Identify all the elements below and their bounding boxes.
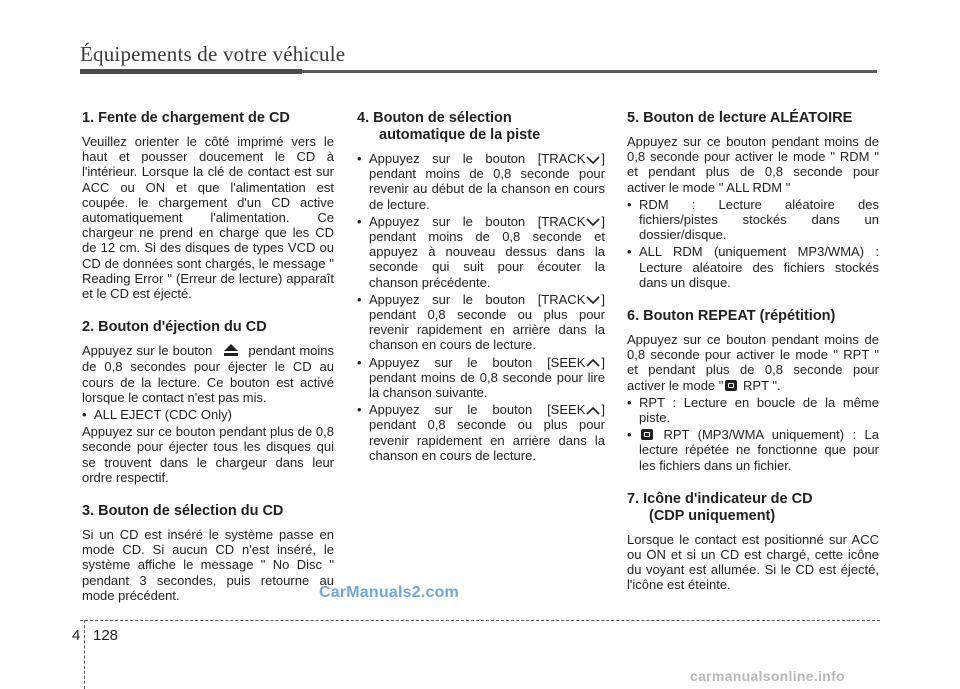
section-2-title: 2. Bouton d'éjection du CD xyxy=(82,319,267,336)
folder-repeat-icon xyxy=(725,380,737,391)
section-4-title: 4. Bouton de sélection automatique de la piste xyxy=(357,110,541,143)
section-6-title: 6. Bouton REPEAT (répétition) xyxy=(627,308,836,325)
section-7-title: 7. Icône d'indicateur de CD (CDP uniquement) xyxy=(627,490,813,524)
page-header-title: Équipements de votre véhicule xyxy=(80,42,346,66)
list-item: • RPT : Lecture en boucle de la même piste. xyxy=(627,395,879,425)
header-rule xyxy=(80,70,877,73)
footer-site-watermark: carmanualsonline.info xyxy=(690,668,845,684)
list-item: • Appuyez sur le bouton [SEEK ] pendant moins de 0,8 seconde pour lire la chanson suivante. xyxy=(357,355,605,401)
section-3-title: 3. Bouton de sélection du CD xyxy=(82,503,284,520)
watermark: CarManuals2.com xyxy=(319,584,459,601)
section-5-title: 5. Bouton de lecture ALÉATOIRE xyxy=(627,110,853,126)
list-item: • Appuyez sur le bouton [TRACK ] pendant moins de 0,8 seconde et appuyez à nouveau dessus dans la seconde qui suit pour écouter la chanson précédente. xyxy=(357,214,605,290)
section-5-body: Appuyez sur ce bouton pendant moins de 0,8 seconde pour activer le mode " RDM " et pendant plus de 0,8 seconde pour activer le mode " ALL RDM " xyxy=(627,134,879,195)
chevron-down-icon xyxy=(586,155,600,165)
section-6-body: Appuyez sur ce bouton pendant moins de 0,8 seconde pour activer le mode " RPT " et pendant plus de 0,8 seconde pour activer le mode " RPT ". xyxy=(627,332,879,393)
column-2 xyxy=(357,110,605,465)
chevron-down-icon xyxy=(586,295,600,305)
list-item: • RPT (MP3/WMA uniquement) : La lecture répétée ne fonctionne que pour les fichiers dans un fichier. xyxy=(627,427,879,473)
list-item: • RDM : Lecture aléatoire des fichiers/pistes stockés dans un dossier/disque. xyxy=(627,197,879,243)
section-7-body: Lorsque le contact est positionné sur ACC ou ON et si un CD est chargé, cette icône du voyant est allumée. Si le CD est éjecté, l'icône est éteinte. xyxy=(627,531,879,593)
section-number: 4 xyxy=(72,627,81,644)
list-item: • Appuyez sur le bouton [SEEK ] pendant 0,8 seconde ou plus pour revenir rapidement en arrière dans la chanson en cours de lecture. xyxy=(357,402,605,463)
footer-rule xyxy=(80,620,880,621)
list-item: • Appuyez sur le bouton [TRACK ] pendant moins de 0,8 seconde pour revenir au début de la chanson en cours de lecture. xyxy=(357,151,605,212)
section-1-body: Veuillez orienter le côté imprimé vers le haut et pousser doucement le CD à l'intérieur. Lorsque la clé de contact est sur ACC ou ON et que l'alimentation est coupée. le chargement d'un CD active automatiquement l'alimentation. Ce chargeur ne prend en charge que les CD de 12 cm. Si des disques de types VCD ou CD de données sont chargés, le message " Reading Error " (Erreur de lecture) apparaît et le CD est éjecté. xyxy=(82,134,334,302)
page-number: 128 xyxy=(93,627,119,644)
chevron-up-icon xyxy=(586,358,600,368)
section-2-body: Appuyez sur le bouton pendant moins de 0,8 secondes pour éjecter le CD au cours de la lecture. Ce bouton est activé lorsque le contact n'est pas mis. xyxy=(82,343,334,405)
section-3-body: Si un CD est inséré le système passe en mode CD. Si aucun CD n'est inséré, le système affiche le message " No Disc " pendant 3 secondes, puis retourne au mode précédent. xyxy=(82,527,334,603)
folder-repeat-icon xyxy=(641,429,653,440)
chevron-up-icon xyxy=(586,406,600,416)
column-3 xyxy=(627,110,879,595)
list-item: • ALL EJECT (CDC Only) xyxy=(82,407,334,422)
section-1-title: 1. Fente de chargement de CD xyxy=(82,110,290,126)
list-item: • ALL RDM (uniquement MP3/WMA) : Lecture aléatoire des fichiers stockés dans un disque. xyxy=(627,244,879,290)
list-item: • Appuyez sur le bouton [TRACK ] pendant 0,8 seconde ou plus pour revenir rapidement en arrière dans la chanson en cours de lecture. xyxy=(357,292,605,353)
footer-vertical-rule xyxy=(84,620,85,689)
column-1 xyxy=(82,110,334,605)
eject-icon xyxy=(224,344,238,359)
section-2-body-2: Appuyez sur ce bouton pendant plus de 0,8 seconde pour éjecter tous les disques qui se trouvent dans le chargeur dans leur ordre respectif. xyxy=(82,424,334,485)
chevron-down-icon xyxy=(586,217,600,227)
